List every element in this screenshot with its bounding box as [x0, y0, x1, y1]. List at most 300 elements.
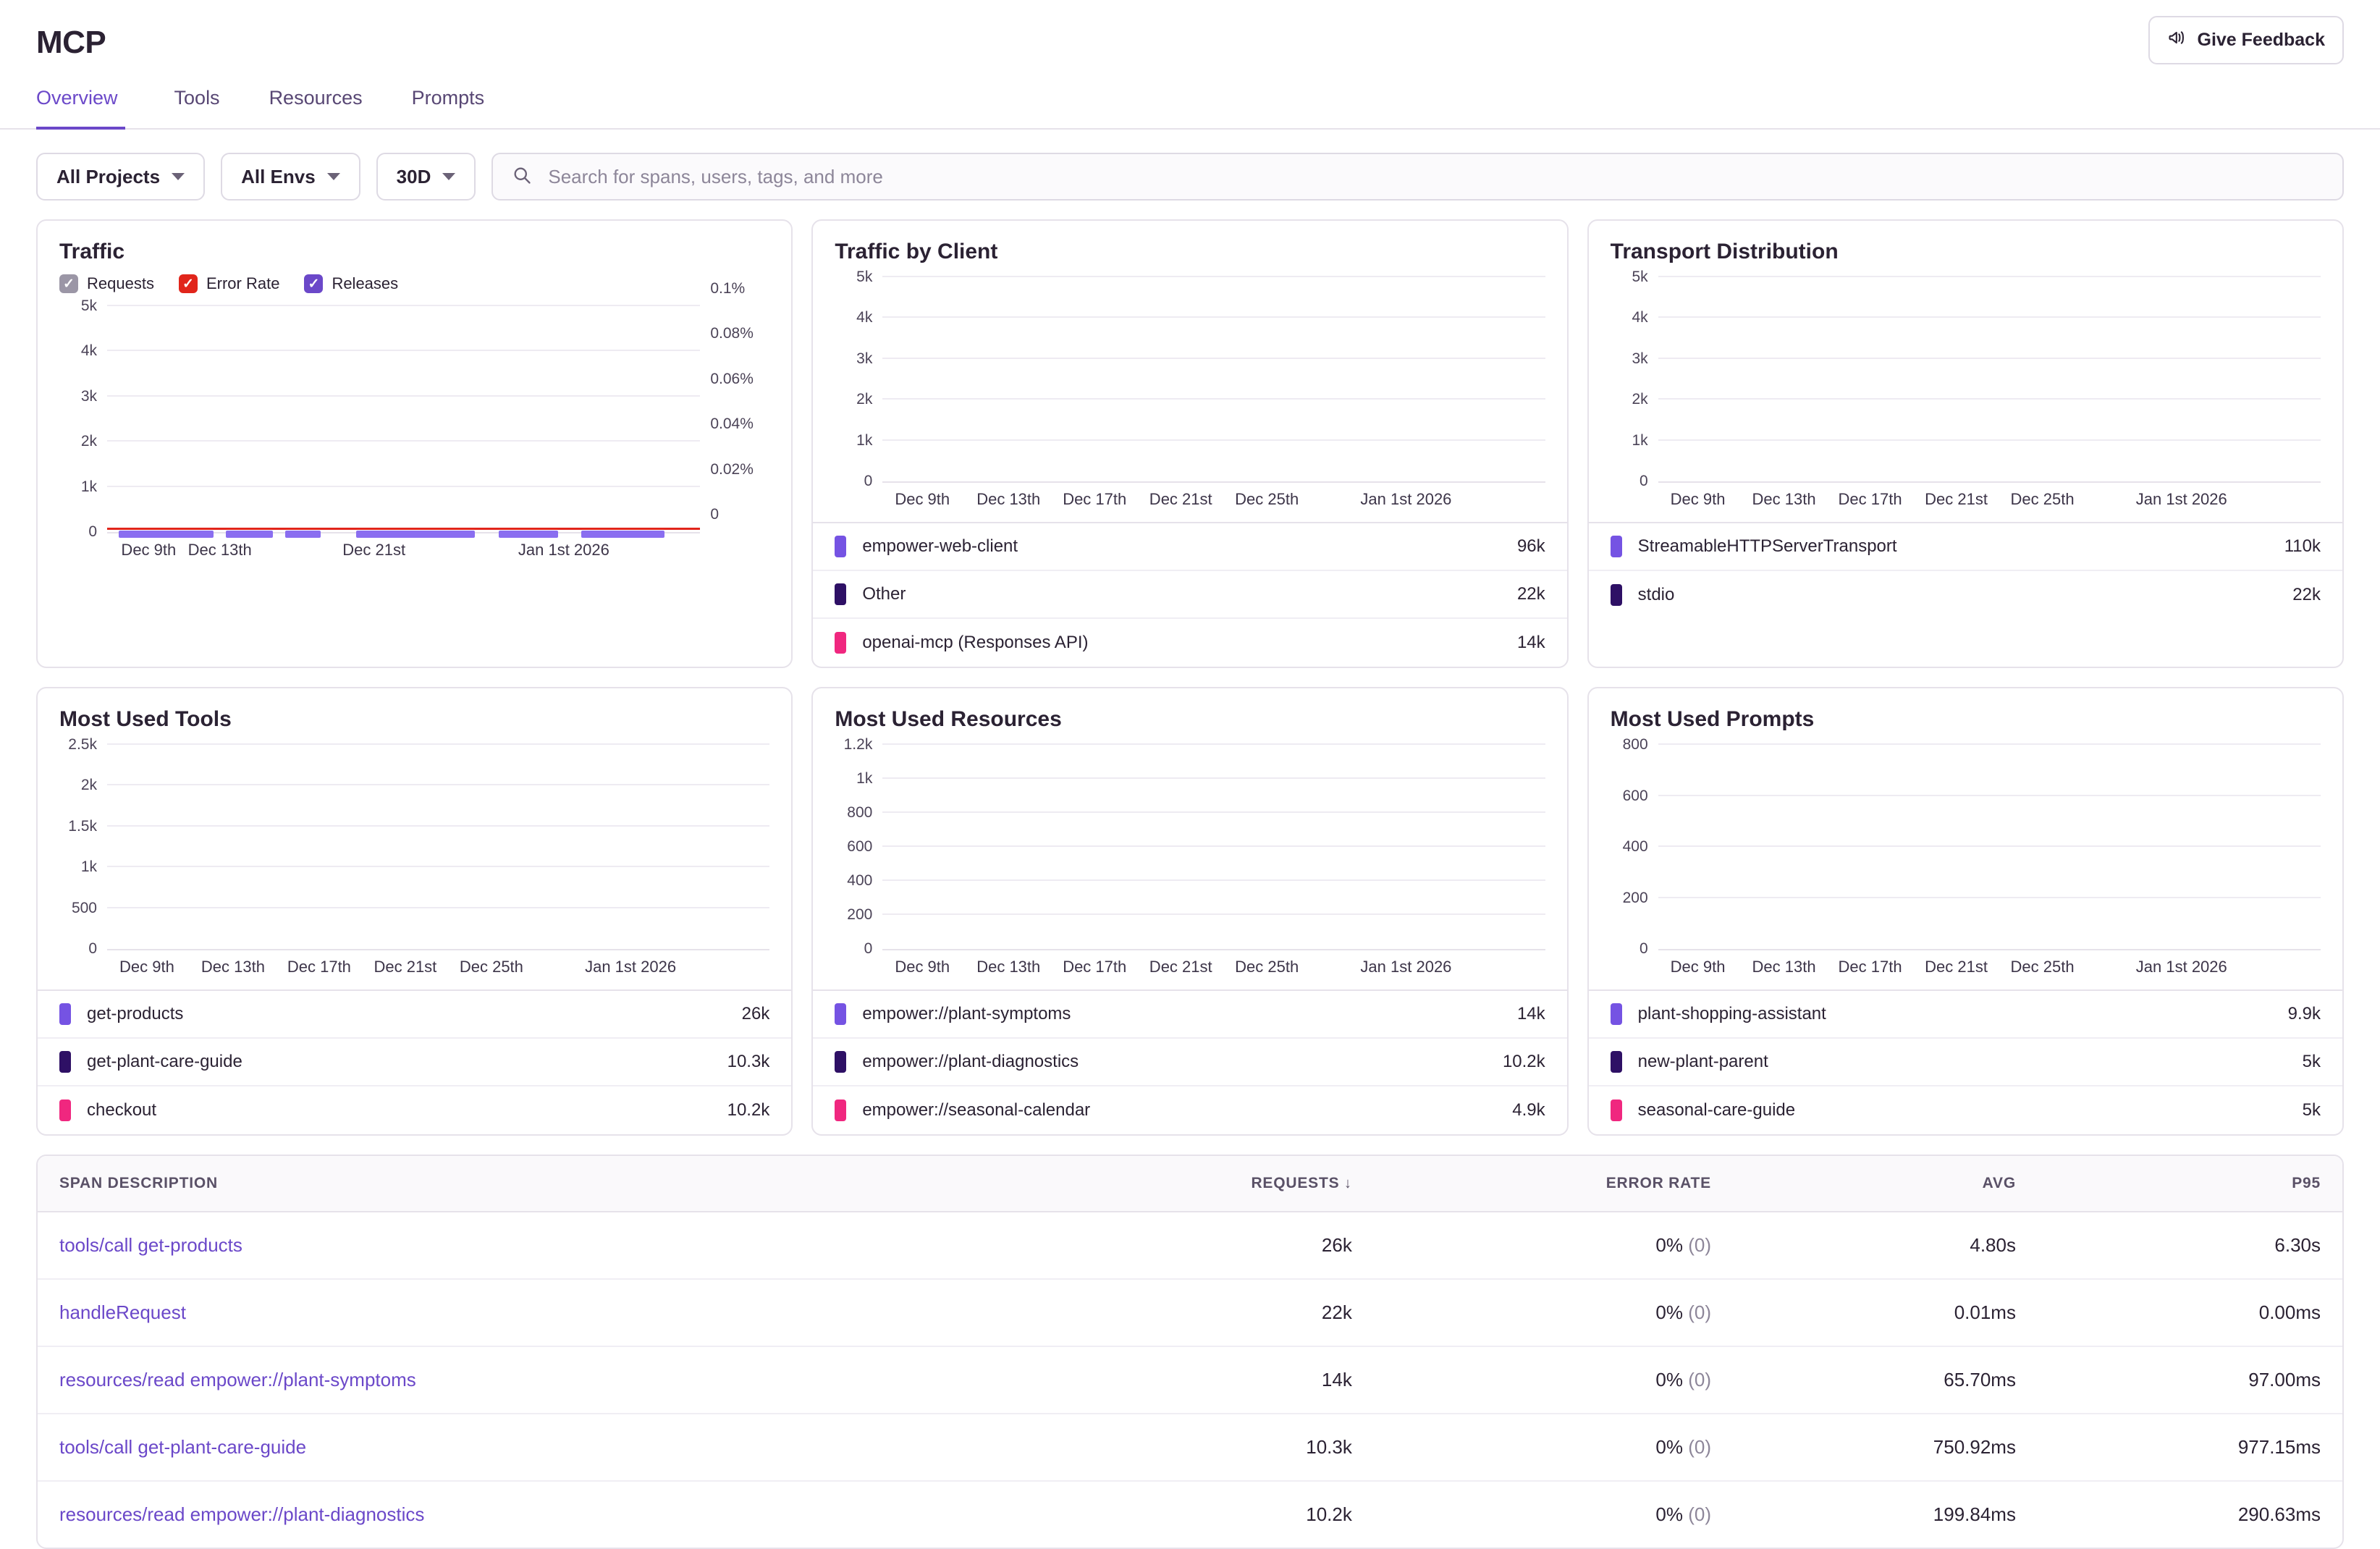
x-axis-tick-label: Jan 1st 2026: [1360, 490, 1452, 508]
bar-column[interactable]: [1131, 745, 1159, 949]
card-most-used-resources: [811, 687, 1568, 1136]
bar-column[interactable]: [1768, 745, 1796, 949]
bar-column[interactable]: [1879, 745, 1907, 949]
bar-column[interactable]: [1435, 277, 1462, 481]
legend-toggle-error-rate[interactable]: [179, 274, 279, 293]
list-item-value: 4.9k: [1512, 1100, 1545, 1120]
bar-column[interactable]: [714, 745, 742, 949]
y-axis-tick-label: 2k: [856, 391, 873, 408]
bar-column[interactable]: [1658, 745, 1686, 949]
card-most-used-prompts: [1587, 687, 2344, 1136]
list-item-value: 10.2k: [727, 1100, 770, 1120]
error-count-value: (0): [1688, 1436, 1711, 1458]
bar-column[interactable]: [1989, 277, 2017, 481]
bar-column[interactable]: [2210, 745, 2237, 949]
list-item[interactable]: [38, 991, 791, 1039]
bar-column[interactable]: [1934, 277, 1962, 481]
x-axis-tick-label: Dec 13th: [187, 541, 252, 559]
bar-column[interactable]: [1934, 745, 1962, 949]
bar-column[interactable]: [1407, 745, 1435, 949]
bar-column[interactable]: [1962, 277, 1989, 481]
page-title: MCP: [36, 25, 106, 60]
bar-column[interactable]: [404, 306, 429, 532]
tab-tools[interactable]: Tools: [174, 87, 220, 109]
y-axis-tick-label: 1k: [856, 431, 873, 449]
plot-area: [1622, 736, 2321, 957]
bar-column[interactable]: [2127, 277, 2155, 481]
y-axis-tick-label: 600: [847, 838, 873, 855]
sort-descending-icon: ↓: [1344, 1176, 1352, 1191]
bar-column[interactable]: [2210, 277, 2237, 481]
color-swatch: [1611, 1100, 1622, 1121]
y-axis-tick-label: 2k: [80, 777, 97, 794]
bar-column[interactable]: [1241, 745, 1269, 949]
bar-column[interactable]: [502, 306, 527, 532]
bar-column[interactable]: [494, 745, 521, 949]
card-traffic-title: Traffic: [59, 240, 125, 263]
color-swatch: [835, 1003, 846, 1025]
tab-overview[interactable]: Overview: [36, 81, 143, 128]
bar-column[interactable]: [1214, 277, 1241, 481]
bar-column[interactable]: [2045, 745, 2072, 949]
y2-axis-tick-label: 0.06%: [710, 370, 754, 387]
span-description-cell: [38, 1279, 1025, 1346]
legend-label-releases: Releases: [332, 274, 399, 292]
bar-column[interactable]: [1380, 277, 1407, 481]
most-used-tools-chart: [38, 732, 791, 989]
bar-column[interactable]: [1352, 745, 1380, 949]
span-table-body: [38, 1212, 2342, 1548]
bar-column[interactable]: [1131, 277, 1159, 481]
span-link[interactable]: handleRequest: [59, 1301, 186, 1323]
bar-column[interactable]: [478, 306, 502, 532]
span-description-cell: [38, 1414, 1025, 1481]
card-most-used-resources-title: Most Used Resources: [835, 707, 1062, 731]
tab-prompts[interactable]: Prompts: [411, 87, 485, 109]
bar-column[interactable]: [383, 745, 410, 949]
bar-column[interactable]: [527, 306, 552, 532]
metrics-row-2: [0, 687, 2380, 1136]
bar-column[interactable]: [1768, 277, 1796, 481]
bar-column[interactable]: [651, 306, 675, 532]
metrics-row-1: [0, 219, 2380, 668]
bar-column[interactable]: [411, 745, 439, 949]
bar-column[interactable]: [632, 745, 659, 949]
bar-column[interactable]: [742, 745, 769, 949]
avg-cell: 199.84ms: [1933, 1503, 2016, 1525]
bar-column[interactable]: [300, 745, 328, 949]
tools-legend-list: [38, 989, 791, 1134]
y-axis-tick-label: 5k: [856, 269, 873, 285]
bar-column[interactable]: [1269, 277, 1296, 481]
bar-column[interactable]: [1103, 277, 1131, 481]
bar-column[interactable]: [162, 745, 190, 949]
bar-column[interactable]: [576, 745, 604, 949]
bar-column[interactable]: [549, 745, 576, 949]
bar-column[interactable]: [305, 306, 329, 532]
most-used-tools-plot: [59, 736, 769, 984]
avg-cell: 65.70ms: [1733, 1346, 2038, 1414]
y-axis-tick-label: 200: [847, 906, 873, 923]
error-rate-value: 0%: [1655, 1369, 1683, 1390]
bar-column[interactable]: [938, 745, 966, 949]
x-axis-tick-label: Jan 1st 2026: [2135, 958, 2227, 976]
search-input[interactable]: [547, 165, 2324, 189]
bar-column[interactable]: [1852, 745, 1879, 949]
y-axis-tick-label: 1k: [856, 770, 873, 787]
bar-column[interactable]: [355, 745, 383, 949]
bar-column[interactable]: [2045, 277, 2072, 481]
bar-column[interactable]: [273, 745, 300, 949]
bar-column[interactable]: [1518, 745, 1545, 949]
checkbox-releases[interactable]: ✓: [304, 274, 323, 293]
bar-column[interactable]: [1796, 277, 1823, 481]
x-axis-tick-label: Jan 1st 2026: [1360, 958, 1452, 976]
avg-cell: 0.01ms: [1733, 1279, 2038, 1346]
col-span-description[interactable]: SPAN DESCRIPTION: [38, 1156, 1025, 1212]
bar-column[interactable]: [2100, 277, 2127, 481]
bar-series: [107, 745, 769, 949]
plot-area: [68, 736, 769, 957]
x-axis-tick-label: Dec 21st: [1149, 490, 1212, 508]
bar-column[interactable]: [1907, 745, 1934, 949]
bar-column[interactable]: [1852, 277, 1879, 481]
bar-column[interactable]: [2238, 277, 2266, 481]
bar-column[interactable]: [966, 277, 993, 481]
list-item[interactable]: [1589, 991, 2342, 1039]
bar-column[interactable]: [329, 306, 354, 532]
y-axis-tick-label: 0: [1639, 473, 1648, 489]
span-link[interactable]: tools/call get-products: [59, 1234, 242, 1256]
bar-column[interactable]: [1462, 277, 1490, 481]
bar-column[interactable]: [1686, 745, 1713, 949]
bar-column[interactable]: [910, 277, 937, 481]
error-count-value: (0): [1688, 1369, 1711, 1390]
bar-column[interactable]: [1824, 745, 1852, 949]
bar-column[interactable]: [2182, 277, 2210, 481]
bar-column[interactable]: [1269, 745, 1296, 949]
requests-cell: 10.3k: [1025, 1414, 1374, 1481]
chevron-down-icon: [172, 173, 185, 180]
bar-column[interactable]: [1325, 277, 1352, 481]
bar-column[interactable]: [2238, 745, 2266, 949]
bar-column[interactable]: [2155, 745, 2182, 949]
bar-column[interactable]: [2266, 745, 2293, 949]
bar-column[interactable]: [1907, 277, 1934, 481]
bar-column[interactable]: [156, 306, 181, 532]
bar-column[interactable]: [1989, 745, 2017, 949]
bar-column[interactable]: [1407, 277, 1435, 481]
transport-distribution-plot: [1611, 269, 2321, 516]
bar-column[interactable]: [107, 306, 132, 532]
x-axis-tick-label: Dec 25th: [2010, 490, 2075, 508]
bar-column[interactable]: [1241, 277, 1269, 481]
bar-column[interactable]: [1214, 745, 1241, 949]
card-most-used-tools: [36, 687, 793, 1136]
bar-column[interactable]: [439, 745, 466, 949]
color-swatch: [835, 1100, 846, 1121]
tab-resources[interactable]: Resources: [269, 87, 363, 109]
traffic-legend: [38, 264, 791, 293]
list-item[interactable]: [813, 991, 1566, 1039]
bar-column[interactable]: [2155, 277, 2182, 481]
envs-filter-label: All Envs: [241, 165, 316, 187]
bar-column[interactable]: [1879, 277, 1907, 481]
y-axis-tick-label: 0: [864, 473, 873, 489]
bar-column[interactable]: [993, 745, 1021, 949]
bar-column[interactable]: [1462, 745, 1490, 949]
y-axis-tick-label: 4k: [1632, 309, 1648, 326]
error-count-value: (0): [1688, 1234, 1711, 1256]
list-item-label: empower-web-client: [862, 536, 1018, 556]
list-item-label: stdio: [1637, 585, 1675, 604]
bar-column[interactable]: [882, 277, 910, 481]
traffic-by-client-chart: [813, 264, 1566, 522]
x-axis-tick-label: Dec 25th: [1235, 958, 1299, 976]
bar-column[interactable]: [577, 306, 602, 532]
y-axis-tick-label: 0: [864, 940, 873, 957]
legend-label-error-rate: Error Rate: [206, 274, 280, 292]
y-axis-tick-label: 0: [88, 523, 97, 540]
x-axis-tick-label: Dec 25th: [459, 958, 523, 976]
bar-column[interactable]: [1296, 745, 1324, 949]
bar-column[interactable]: [2017, 277, 2044, 481]
transport-distribution-chart: [1589, 264, 2342, 522]
give-feedback-button[interactable]: [2148, 16, 2344, 64]
list-item[interactable]: [38, 1086, 791, 1134]
list-item[interactable]: [38, 1039, 791, 1086]
error-rate-cell: [1374, 1414, 1733, 1481]
x-axis-tick-label: Dec 25th: [2010, 958, 2075, 976]
bar-column[interactable]: [602, 306, 626, 532]
list-item-value: 5k: [2302, 1100, 2321, 1120]
list-item[interactable]: [813, 1086, 1566, 1134]
color-swatch: [1611, 536, 1622, 557]
most-used-resources-chart: [813, 732, 1566, 989]
col-error-rate[interactable]: ERROR RATE: [1374, 1156, 1733, 1212]
bar-column[interactable]: [2293, 745, 2321, 949]
bar-column[interactable]: [2072, 277, 2100, 481]
bar-column[interactable]: [626, 306, 651, 532]
transport-legend-list: [1589, 522, 2342, 619]
col-requests[interactable]: [1025, 1156, 1374, 1212]
x-axis: [882, 952, 1545, 984]
bar-column[interactable]: [1186, 745, 1214, 949]
y-axis-tick-label: 3k: [856, 350, 873, 367]
error-rate-value: 0%: [1655, 1301, 1683, 1323]
bar-column[interactable]: [1159, 745, 1186, 949]
search-box[interactable]: [491, 153, 2344, 201]
y-axis-tick-label: 5k: [1632, 269, 1648, 285]
span-link[interactable]: resources/read empower://plant-symptoms: [59, 1369, 416, 1390]
bar-column[interactable]: [1713, 277, 1741, 481]
y-axis-tick-label: 600: [1622, 787, 1648, 804]
bar-column[interactable]: [231, 306, 256, 532]
bar-column[interactable]: [1380, 745, 1407, 949]
bar-column[interactable]: [882, 745, 910, 949]
bar-column[interactable]: [206, 306, 231, 532]
bar-column[interactable]: [1296, 277, 1324, 481]
card-traffic: [36, 219, 793, 668]
bar-column[interactable]: [2017, 745, 2044, 949]
span-link[interactable]: resources/read empower://plant-diagnostics: [59, 1503, 425, 1525]
bar-column[interactable]: [938, 277, 966, 481]
bar-column[interactable]: [675, 306, 700, 532]
color-swatch: [1611, 1003, 1622, 1025]
col-p95[interactable]: P95: [2038, 1156, 2342, 1212]
y-axis-tick-label: 500: [71, 899, 97, 916]
bar-column[interactable]: [2266, 277, 2293, 481]
x-axis-tick-label: Dec 25th: [1235, 490, 1299, 508]
projects-filter[interactable]: [36, 153, 205, 201]
bar-column[interactable]: [1048, 745, 1076, 949]
checkbox-error-rate[interactable]: ✓: [179, 274, 198, 293]
col-avg[interactable]: AVG: [1733, 1156, 2038, 1212]
period-filter[interactable]: [376, 153, 476, 201]
bar-column[interactable]: [354, 306, 379, 532]
color-swatch: [59, 1003, 71, 1025]
list-item-label: new-plant-parent: [1637, 1052, 1768, 1071]
y-axis-tick-label: 2k: [80, 433, 97, 450]
error-rate-cell: [1374, 1212, 1733, 1279]
requests-cell: 10.2k: [1306, 1503, 1352, 1525]
span-table: [38, 1156, 2342, 1548]
bar-column[interactable]: [1686, 277, 1713, 481]
bar-column[interactable]: [1325, 745, 1352, 949]
filter-bar: [0, 130, 2380, 219]
bar-column[interactable]: [1352, 277, 1380, 481]
bar-column[interactable]: [1021, 277, 1048, 481]
color-swatch: [835, 536, 846, 557]
requests-cell: 14k: [1025, 1346, 1374, 1414]
list-item-label: empower://plant-diagnostics: [862, 1052, 1079, 1071]
bar-column[interactable]: [1076, 277, 1103, 481]
list-item-value: 22k: [2292, 585, 2321, 604]
bar-column[interactable]: [218, 745, 245, 949]
bar-column[interactable]: [1159, 277, 1186, 481]
checkbox-requests[interactable]: ✓: [59, 274, 78, 293]
list-item[interactable]: [813, 1039, 1566, 1086]
legend-toggle-releases[interactable]: [304, 274, 398, 293]
x-axis-tick-label: Dec 21st: [342, 541, 406, 559]
bar-column[interactable]: [1103, 745, 1131, 949]
list-item[interactable]: [1589, 571, 2342, 619]
x-axis-tick-label: Jan 1st 2026: [585, 958, 677, 976]
list-item-label: get-products: [87, 1004, 184, 1023]
list-item[interactable]: [1589, 1086, 2342, 1134]
bar-column[interactable]: [552, 306, 577, 532]
bar-column[interactable]: [521, 745, 549, 949]
plot-area: [856, 269, 1545, 489]
bar-column[interactable]: [1021, 745, 1048, 949]
bar-column[interactable]: [1518, 277, 1545, 481]
list-item[interactable]: [1589, 1039, 2342, 1086]
bar-column[interactable]: [966, 745, 993, 949]
list-item-label: empower://seasonal-calendar: [862, 1100, 1091, 1120]
bar-column[interactable]: [604, 745, 632, 949]
bar-column[interactable]: [280, 306, 305, 532]
y-axis-tick-label: 400: [847, 872, 873, 889]
error-rate-cell: [1374, 1481, 1733, 1548]
bar-column[interactable]: [245, 745, 273, 949]
bar-column[interactable]: [687, 745, 714, 949]
span-link[interactable]: tools/call get-plant-care-guide: [59, 1436, 307, 1458]
bar-column[interactable]: [1435, 745, 1462, 949]
bar-column[interactable]: [910, 745, 937, 949]
bar-column[interactable]: [2100, 745, 2127, 949]
bar-column[interactable]: [1186, 277, 1214, 481]
color-swatch: [1611, 584, 1622, 606]
table-row: [38, 1346, 2342, 1414]
y-axis-tick-label: 2k: [1632, 391, 1648, 408]
list-item-value: 9.9k: [2287, 1004, 2321, 1023]
bar-column[interactable]: [1658, 277, 1686, 481]
bar-column[interactable]: [466, 745, 494, 949]
p95-cell: 6.30s: [2038, 1212, 2342, 1279]
list-item[interactable]: [813, 523, 1566, 571]
bar-column[interactable]: [379, 306, 404, 532]
list-item[interactable]: [813, 571, 1566, 619]
list-item-label: checkout: [87, 1100, 157, 1120]
span-table-card: [36, 1155, 2344, 1549]
bar-column[interactable]: [993, 277, 1021, 481]
x-axis-tick-label: Dec 9th: [121, 541, 177, 559]
list-item[interactable]: [1589, 523, 2342, 571]
bar-column[interactable]: [1741, 277, 1768, 481]
bar-column[interactable]: [1962, 745, 1989, 949]
bar-column[interactable]: [2127, 745, 2155, 949]
bar-column[interactable]: [1076, 745, 1103, 949]
bar-column[interactable]: [181, 306, 206, 532]
card-transport-distribution: [1587, 219, 2344, 668]
bar-column[interactable]: [1490, 277, 1517, 481]
bar-column[interactable]: [1824, 277, 1852, 481]
bar-column[interactable]: [1741, 745, 1768, 949]
legend-toggle-requests[interactable]: [59, 274, 154, 293]
x-axis-tick-label: Dec 9th: [895, 958, 950, 976]
envs-filter[interactable]: [221, 153, 360, 201]
bar-column[interactable]: [135, 745, 162, 949]
x-axis-tick-label: Dec 21st: [1149, 958, 1212, 976]
traffic-by-client-plot: [835, 269, 1545, 516]
x-axis-tick-label: Dec 9th: [895, 490, 950, 508]
bar-column[interactable]: [1796, 745, 1823, 949]
list-item[interactable]: [813, 619, 1566, 667]
bar-column[interactable]: [132, 306, 156, 532]
bar-column[interactable]: [2182, 745, 2210, 949]
bar-column[interactable]: [328, 745, 355, 949]
bar-column[interactable]: [1048, 277, 1076, 481]
card-transport-distribution-title: Transport Distribution: [1610, 240, 1839, 263]
bar-column[interactable]: [2293, 277, 2321, 481]
bar-column[interactable]: [429, 306, 453, 532]
color-swatch: [835, 583, 846, 605]
bar-column[interactable]: [659, 745, 687, 949]
bar-column[interactable]: [453, 306, 478, 532]
y-axis-tick-label: 1.5k: [68, 817, 97, 835]
bar-column[interactable]: [256, 306, 280, 532]
x-axis: [1658, 484, 2321, 516]
bar-column[interactable]: [107, 745, 135, 949]
x-axis-tick-label: Dec 21st: [1925, 490, 1988, 508]
plot-area: [1632, 269, 2321, 489]
bar-column[interactable]: [1490, 745, 1517, 949]
requests-cell: 22k: [1025, 1279, 1374, 1346]
bar-column[interactable]: [2072, 745, 2100, 949]
tab-bar: [36, 81, 2344, 128]
bar-column[interactable]: [1713, 745, 1741, 949]
bar-column[interactable]: [190, 745, 217, 949]
